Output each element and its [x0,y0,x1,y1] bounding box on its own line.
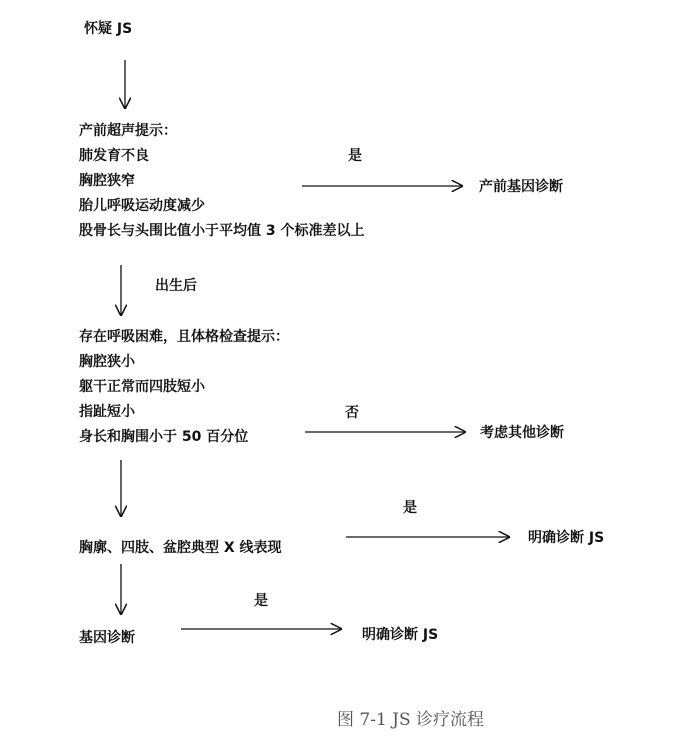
prenatal-item: 肺发育不良 [79,148,149,164]
postnatal-item: 胸腔狭小 [79,354,135,370]
postnatal-item: 躯干正常而四肢短小 [79,379,205,395]
gene-diagnosis-node: 基因诊断 [79,630,135,646]
prenatal-item: 胎儿呼吸运动度减少 [79,198,205,214]
postnatal-item: 指趾短小 [79,404,135,420]
yes-label: 是 [348,148,362,164]
prenatal-item: 胸腔狭窄 [79,173,135,189]
yes-label: 是 [254,593,268,609]
after-birth-label: 出生后 [155,278,197,294]
yes-label: 是 [403,500,417,516]
consider-other-diagnosis-node: 考虑其他诊断 [480,425,564,441]
prenatal-item: 股骨长与头围比值小于平均值 3 个标准差以上 [79,223,365,239]
postnatal-title: 存在呼吸困难，且体格检查提示： [79,329,289,345]
prenatal-title: 产前超声提示： [79,123,177,139]
prenatal-gene-diagnosis-node: 产前基因诊断 [479,179,563,195]
no-label: 否 [345,405,359,421]
xray-findings-node: 胸廓、四肢、盆腔典型 X 线表现 [79,540,282,556]
figure-caption: 图 7-1 JS 诊疗流程 [337,710,485,730]
postnatal-exam-block [79,328,289,453]
start-node: 怀疑 JS [84,21,133,37]
confirm-js-node: 明确诊断 JS [362,627,439,643]
postnatal-item: 身长和胸围小于 50 百分位 [79,429,249,445]
confirm-js-node: 明确诊断 JS [528,530,605,546]
prenatal-ultrasound-block [79,122,365,247]
